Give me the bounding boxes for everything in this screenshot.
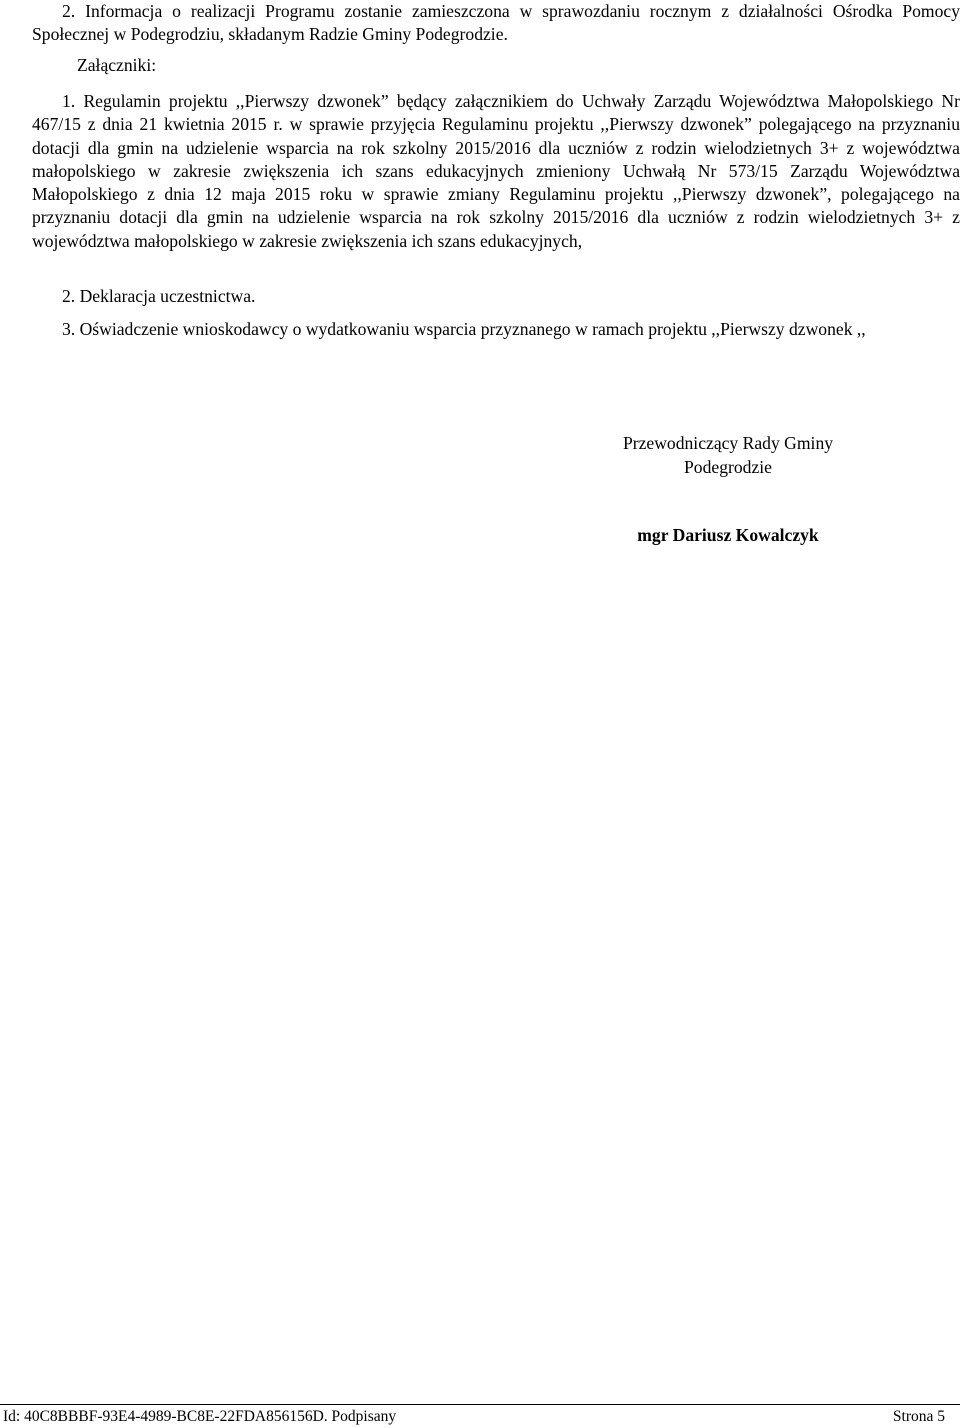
signature-role <box>608 431 848 479</box>
paragraph-2: 2. Informacja o realizacji Programu zostanie zamieszczona w sprawozdaniu rocznym z działalności Ośrodka Pomocy Społecznej w Podegrodziu, składanym Radzie Gminy Podegrodzie. <box>32 1 960 45</box>
attachments-label: Załączniki: <box>77 55 157 75</box>
footer-divider <box>0 1404 960 1405</box>
attachment-2: 2. Deklaracja uczestnictwa. <box>62 286 256 306</box>
document-id: Id: 40C8BBBF-93E4-4989-BC8E-22FDA856156D. Podpisany <box>3 1408 397 1425</box>
signature-role-line1: Przewodniczący Rady Gminy <box>622 433 834 453</box>
signature-role-line2: Podegrodzie <box>684 457 772 477</box>
attachment-1: 1. Regulamin projektu ,,Pierwszy dzwonek” będący załącznikiem do Uchwały Zarządu Województwa Małopolskiego Nr 467/15 z dnia 21 kwietnia 2015 r. w sprawie przyjęcia Regulaminu projektu ,,Pierwszy dzwonek” polegającego na przyznaniu dotacji dla gmin na udzielenie wsparcia na rok szkolny 2015/2016 dla uczniów z rodzin wielodzietnych 3+ z województwa małopolskiego w zakresie zwiększenia ich szans edukacyjnych zmieniony Uchwałą Nr 573/15 Zarządu Województwa Małopolskiego z dnia 12 maja 2015 roku w sprawie zmiany Regulaminu projektu ,,Pierwszy dzwonek”, polegającego na przyznaniu dotacji dla gmin na udzielenie wsparcia na rok szkolny 2015/2016 dla uczniów z rodzin wielodzietnych 3+ z województwa małopolskiego w zakresie zwiększenia ich szans edukacyjnych, <box>32 91 960 251</box>
page-number: Strona 5 <box>892 1408 945 1425</box>
signature-name: mgr Dariusz Kowalczyk <box>637 525 819 545</box>
attachment-3: 3. Oświadczenie wnioskodawcy o wydatkowaniu wsparcia przyznanego w ramach projektu ,,Pierwszy dzwonek ,, <box>62 319 866 339</box>
